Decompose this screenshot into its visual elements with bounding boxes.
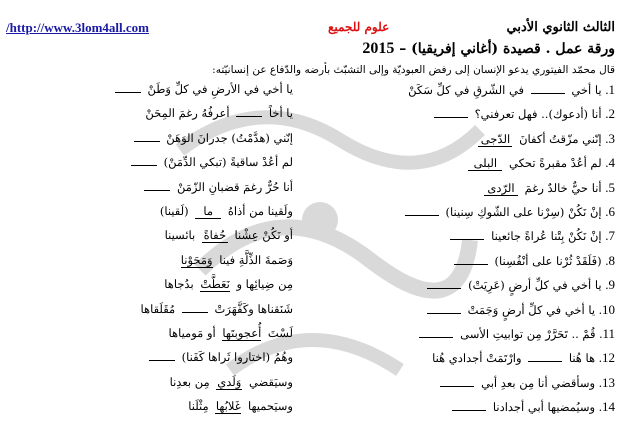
verse-line-right [432, 350, 615, 372]
verse-text-after: بائسينا [164, 228, 199, 243]
verse-text: أنا حيٌّ خالدٌ رغمَ [521, 180, 606, 195]
verse-number: 8. [605, 252, 615, 268]
verse-number: 10. [598, 301, 615, 317]
verse-line-left [160, 204, 293, 226]
verse-text: إنّني مزّقتُ أكفانَ [515, 131, 606, 146]
verse-line-right [437, 375, 615, 397]
verse-text: وسيُمضيها أبي أجدادنا [489, 400, 599, 415]
verse-line-right [475, 131, 615, 153]
verse-text: شَنَقناها وكَفَّهَرَتْ [210, 301, 293, 316]
fill-blank[interactable] [405, 215, 439, 216]
worksheet-year: 2015 [362, 40, 395, 57]
verse-number: 6. [605, 204, 615, 219]
verse-text: وَصَمةَ الذِّلَّةِ فينا [215, 252, 293, 267]
verse-text: إنْ نَكُنْ بِتْنا عُراةً جائعينا [487, 229, 606, 244]
verse-line-right [424, 277, 615, 299]
verse-line-left [165, 228, 293, 250]
verse-text: إنّني (هدَّمْتُ) جدرانَ الوَهَنْ [162, 130, 293, 145]
verse-text-after: مِن بعدِنا [169, 374, 214, 389]
fill-blank[interactable] [427, 313, 461, 314]
fill-blank[interactable] [131, 165, 157, 166]
verse-line-left [164, 277, 293, 299]
verse-line-right [424, 302, 615, 324]
fill-blank[interactable] [134, 141, 160, 142]
fill-blank[interactable] [419, 337, 453, 338]
verse-number: 11. [599, 326, 615, 341]
verse-line-left [112, 82, 293, 104]
verse-text-after: بدُجاها [164, 277, 198, 292]
verse-line-right [447, 228, 615, 250]
verse-line-right [402, 204, 615, 226]
verse-text: وسيَقضي [245, 374, 293, 389]
verse-number: 4. [605, 155, 615, 171]
verse-text: قُمْ .. تَحَرَّرْ مِن توابيتِ الأسى [456, 327, 600, 341]
verse-text: مِن ضِيائِها و [232, 277, 293, 292]
fill-blank[interactable] [434, 117, 468, 118]
fill-blank[interactable] [454, 264, 488, 265]
worksheet-title [362, 40, 615, 58]
verse-text: لم أعُدْ مقبرةً تحكي [505, 156, 606, 171]
fill-blank[interactable] [528, 361, 562, 362]
verse-line-right [465, 155, 615, 177]
grade-label: الثالث الثانوي الأدبي [506, 20, 615, 35]
verse-text: يا أخي في كلِّ أرضٍ (عَرِيَتْ) [464, 278, 606, 293]
fill-blank[interactable] [531, 93, 565, 94]
verse-text: ها هُنا [565, 351, 599, 366]
verse-text: يا أخي [567, 83, 606, 97]
verse-text: يا أخاً [265, 106, 293, 121]
fill-blank[interactable] [236, 116, 262, 117]
worksheet-title-text: ورقة عمل . قصيدة (أغاني إفريقيا) – [399, 41, 615, 57]
verse-number: 7. [605, 228, 615, 244]
verse-text-after: في الشّرقِ في كلِّ سَكَنْ [408, 83, 528, 97]
fill-blank[interactable] [440, 386, 474, 387]
verse-line-right [481, 180, 615, 202]
verse-text: لم أعُدْ ساقيةً (تبكي الدِّمَنْ) [159, 155, 293, 170]
fill-blank[interactable]: حُفاةً [203, 228, 227, 243]
verse-text: (فَلَقَدْ ثُرْنا على أنْفُسِنا) [490, 253, 606, 268]
fill-blank[interactable]: أُعجوبتَها [222, 326, 262, 340]
verse-text: أو نَكُنْ عِشْنا [230, 228, 293, 243]
verse-line-right [408, 82, 615, 104]
fill-blank[interactable] [427, 288, 461, 289]
verse-number: 1. [605, 82, 615, 97]
fill-blank[interactable] [144, 190, 170, 191]
verse-line-left [170, 375, 293, 397]
fill-blank[interactable]: البلى [468, 156, 502, 171]
website-url[interactable]: /http://www.3lom4all.com [6, 20, 149, 35]
verse-text: ولَقينا من أذاهُ [224, 204, 293, 218]
fill-blank[interactable] [149, 360, 175, 361]
verse-text: إنْ نَكُنْ (سِرْنا على الشّوكِ سِنينا) [441, 205, 606, 219]
verse-line-left [128, 155, 293, 177]
verse-text-after: (لَقينا) [159, 204, 193, 218]
verse-line-right [431, 106, 615, 128]
verse-number: 2. [605, 106, 615, 122]
fill-blank[interactable]: وَلَدي [217, 374, 242, 389]
fill-blank[interactable] [182, 312, 208, 313]
verse-text: يا أخي في كلِّ أرضٍ وَجَمَتْ [464, 302, 599, 317]
verse-text: وسيَحميها [244, 399, 293, 414]
fill-blank[interactable]: وَمَحَوْنا [180, 252, 213, 267]
verse-text: أنا (أدعوك).. فهل تعرفني؟ [470, 107, 606, 122]
fill-blank[interactable] [452, 410, 486, 411]
verse-line-left [169, 326, 294, 348]
fill-blank[interactable]: ما [195, 204, 221, 219]
verse-line-right [449, 399, 615, 421]
verse-line-left [131, 131, 293, 153]
verse-line-left [141, 180, 293, 202]
fill-blank[interactable]: الرّدى [484, 181, 518, 196]
verse-text-after: وارْتَمَتْ أجدادي هُنا [432, 351, 526, 366]
verse-line-left [141, 302, 293, 324]
fill-blank[interactable] [450, 239, 484, 240]
verse-text-after: أعرفُهُ رغمَ المِحَنْ [145, 106, 234, 121]
verse-number: 14. [598, 399, 615, 415]
verse-text-after: مُقَلَقاها [140, 301, 179, 316]
verse-number: 3. [605, 130, 615, 146]
verse-text-after: مِثْلَنا [188, 399, 213, 414]
verse-number: 5. [605, 179, 615, 195]
fill-blank[interactable]: الدّجى [478, 132, 512, 147]
verse-text: يا أخي في الأرضِ في كلِّ وَطَنْ [143, 82, 293, 96]
verse-text: لَسْتَ [264, 326, 293, 340]
verse-line-right [416, 326, 615, 348]
verse-line-left [145, 106, 293, 128]
fill-blank[interactable] [115, 92, 141, 93]
verse-line-left [188, 399, 293, 421]
verse-text: أنا حُرٌّ رغمَ قضبانِ الزّمَنْ [173, 179, 293, 194]
verse-text-after: أو مَومياها [168, 326, 220, 340]
verse-text: وهُمُ (اختاروا ثَراها كَفَنا) [177, 350, 293, 365]
verse-line-left [146, 350, 293, 372]
verse-text: وسأقضي أنا مِن بعدِ أبي [477, 375, 599, 390]
verse-line-left [178, 253, 293, 275]
fill-blank[interactable]: نَعَطَّتْ [200, 277, 230, 292]
verse-number: 13. [598, 374, 615, 390]
intro-text: قال محمّد الفيتوري يدعو الإنسان إلى رفض العبوديّة وإلى التشبّث بأرضه والدّفاع عن إنسانيّته: [212, 64, 615, 76]
verse-line-right [451, 253, 615, 275]
verse-number: 9. [605, 277, 615, 293]
verse-number: 12. [598, 350, 615, 366]
fill-blank[interactable]: غَلابُها [215, 399, 241, 414]
site-name: علوم للجميع [328, 20, 390, 34]
